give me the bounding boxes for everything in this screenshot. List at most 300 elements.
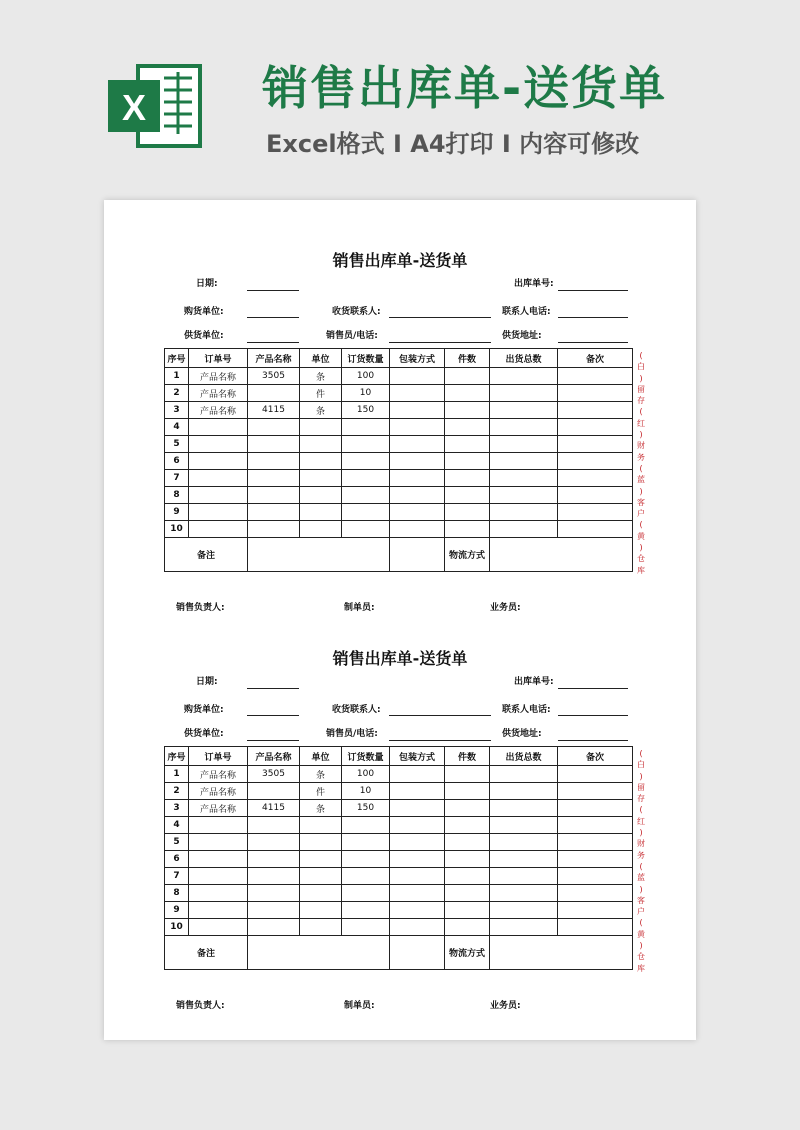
table-cell[interactable] xyxy=(490,504,558,521)
table-row xyxy=(165,521,633,538)
table-cell[interactable] xyxy=(445,453,490,470)
col-header: 包装方式 xyxy=(390,747,445,766)
receiver-label: 收货联系人: xyxy=(332,307,381,317)
table-row xyxy=(165,487,633,504)
side-note-char: ) xyxy=(639,828,643,838)
col-header: 出货总数 xyxy=(490,349,558,368)
table-cell[interactable] xyxy=(342,521,390,538)
side-note-char: 留 xyxy=(637,384,645,394)
out-no-label: 出库单号: xyxy=(514,677,554,687)
side-note-char: ( xyxy=(639,805,643,815)
table-cell[interactable] xyxy=(445,783,490,800)
row-number: 1 xyxy=(165,368,189,385)
remarks-field[interactable] xyxy=(248,538,390,572)
table-cell[interactable]: 产品名称 xyxy=(189,402,248,419)
form-bottom xyxy=(104,598,696,1011)
table-row xyxy=(165,783,633,800)
table-row xyxy=(165,368,633,385)
logistics-field[interactable] xyxy=(490,538,633,572)
table-cell[interactable] xyxy=(390,436,445,453)
table-cell[interactable] xyxy=(189,504,248,521)
table-row xyxy=(165,919,633,936)
date-field[interactable] xyxy=(247,290,299,291)
table-row xyxy=(165,504,633,521)
remarks-spacer[interactable] xyxy=(390,538,445,572)
table-cell[interactable] xyxy=(300,487,342,504)
row-number: 5 xyxy=(165,436,189,453)
table-cell[interactable] xyxy=(300,919,342,936)
table-cell[interactable] xyxy=(558,919,633,936)
table-cell[interactable] xyxy=(300,868,342,885)
table-cell[interactable] xyxy=(189,436,248,453)
side-note-char: ) xyxy=(639,941,643,951)
table-cell[interactable] xyxy=(490,817,558,834)
table-cell[interactable] xyxy=(445,919,490,936)
side-note-char: ) xyxy=(639,373,643,383)
side-note-char: 黄 xyxy=(637,929,645,939)
table-cell[interactable] xyxy=(390,783,445,800)
banner-subtitle: Excel格式 I A4打印 I 内容可修改 xyxy=(266,130,640,158)
table-cell[interactable] xyxy=(390,885,445,902)
phone-label: 联系人电话: xyxy=(502,705,551,715)
receiver-field[interactable] xyxy=(389,317,491,318)
side-note-char: 红 xyxy=(637,816,645,826)
table-cell[interactable] xyxy=(342,817,390,834)
table-cell[interactable] xyxy=(300,504,342,521)
table-cell[interactable] xyxy=(189,885,248,902)
table-cell[interactable] xyxy=(390,817,445,834)
side-note-char: 蓝 xyxy=(637,475,645,485)
side-note-char: 白 xyxy=(637,760,645,770)
table-cell[interactable] xyxy=(342,436,390,453)
table-cell[interactable] xyxy=(390,419,445,436)
table-cell[interactable] xyxy=(248,504,300,521)
table-cell[interactable]: 件 xyxy=(300,783,342,800)
table-row xyxy=(165,470,633,487)
table-cell[interactable] xyxy=(558,368,633,385)
table-cell[interactable] xyxy=(342,834,390,851)
row-number: 2 xyxy=(165,385,189,402)
table-cell[interactable] xyxy=(248,834,300,851)
row-number: 6 xyxy=(165,851,189,868)
table-cell[interactable] xyxy=(248,817,300,834)
table-cell[interactable] xyxy=(445,834,490,851)
out-no-field[interactable] xyxy=(558,688,628,689)
row-number: 4 xyxy=(165,419,189,436)
side-note-char: 客 xyxy=(637,895,645,905)
col-header: 订货数量 xyxy=(342,349,390,368)
table-cell[interactable] xyxy=(490,868,558,885)
order-table xyxy=(164,348,633,572)
side-note-char: 财 xyxy=(637,441,645,451)
table-cell[interactable] xyxy=(558,385,633,402)
table-cell[interactable] xyxy=(342,902,390,919)
side-note-char: 白 xyxy=(637,362,645,372)
phone-field[interactable] xyxy=(558,317,628,318)
table-cell[interactable] xyxy=(248,419,300,436)
table-cell[interactable] xyxy=(558,834,633,851)
table-cell[interactable]: 100 xyxy=(342,766,390,783)
date-label: 日期: xyxy=(196,279,218,289)
table-cell[interactable] xyxy=(248,436,300,453)
row-number: 9 xyxy=(165,902,189,919)
phone-field[interactable] xyxy=(558,715,628,716)
side-note-char: 客 xyxy=(637,497,645,507)
side-note-char: ( xyxy=(639,918,643,928)
side-note-char: 存 xyxy=(637,794,645,804)
table-cell[interactable] xyxy=(390,504,445,521)
out-no-label: 出库单号: xyxy=(514,279,554,289)
table-cell[interactable] xyxy=(342,470,390,487)
table-cell[interactable]: 产品名称 xyxy=(189,766,248,783)
table-cell[interactable] xyxy=(189,868,248,885)
table-cell[interactable] xyxy=(558,817,633,834)
salesman-phone-field[interactable] xyxy=(389,740,491,741)
table-cell[interactable] xyxy=(558,487,633,504)
table-cell[interactable] xyxy=(558,902,633,919)
side-note-char: 留 xyxy=(637,782,645,792)
col-header: 产品名称 xyxy=(248,349,300,368)
table-cell[interactable] xyxy=(248,385,300,402)
supplier-label: 供货单位: xyxy=(184,729,224,739)
table-cell[interactable] xyxy=(445,800,490,817)
copy-distribution-note xyxy=(634,350,648,576)
side-note-char: 财 xyxy=(637,839,645,849)
table-cell[interactable] xyxy=(390,766,445,783)
table-cell[interactable] xyxy=(189,453,248,470)
table-cell[interactable] xyxy=(390,919,445,936)
copy-distribution-note xyxy=(634,748,648,974)
table-cell[interactable] xyxy=(248,521,300,538)
table-cell[interactable] xyxy=(390,487,445,504)
business-label: 业务员: xyxy=(490,603,521,613)
side-note-char: 存 xyxy=(637,396,645,406)
buyer-label: 购货单位: xyxy=(184,705,224,715)
side-note-char: 红 xyxy=(637,418,645,428)
table-cell[interactable] xyxy=(300,902,342,919)
table-cell[interactable] xyxy=(490,419,558,436)
supplier-addr-field[interactable] xyxy=(558,740,628,741)
table-cell[interactable] xyxy=(490,385,558,402)
table-cell[interactable] xyxy=(558,436,633,453)
side-note-char: ( xyxy=(639,407,643,417)
table-cell[interactable] xyxy=(558,868,633,885)
order-table xyxy=(164,746,633,970)
side-note-char: 黄 xyxy=(637,531,645,541)
side-note-char: ( xyxy=(639,463,643,473)
remarks-label: 备注 xyxy=(165,936,248,970)
table-cell[interactable] xyxy=(342,453,390,470)
table-cell[interactable] xyxy=(189,521,248,538)
table-cell[interactable] xyxy=(558,800,633,817)
table-cell[interactable] xyxy=(490,766,558,783)
table-cell[interactable] xyxy=(490,453,558,470)
table-cell[interactable] xyxy=(342,885,390,902)
table-cell[interactable] xyxy=(390,834,445,851)
table-cell[interactable] xyxy=(490,902,558,919)
col-header: 序号 xyxy=(165,747,189,766)
table-row xyxy=(165,453,633,470)
table-cell[interactable] xyxy=(390,800,445,817)
table-cell[interactable] xyxy=(390,470,445,487)
table-cell[interactable] xyxy=(189,817,248,834)
receiver-field[interactable] xyxy=(389,715,491,716)
table-header-row xyxy=(165,747,633,766)
row-number: 3 xyxy=(165,800,189,817)
excel-logo-icon xyxy=(104,56,204,156)
row-number: 3 xyxy=(165,402,189,419)
logo-letter: X xyxy=(121,87,147,128)
table-row xyxy=(165,834,633,851)
table-cell[interactable] xyxy=(558,885,633,902)
table-cell[interactable] xyxy=(445,504,490,521)
table-cell[interactable]: 条 xyxy=(300,368,342,385)
side-note-char: ) xyxy=(639,771,643,781)
table-row xyxy=(165,817,633,834)
table-cell[interactable] xyxy=(490,368,558,385)
remarks-spacer[interactable] xyxy=(390,936,445,970)
table-cell[interactable] xyxy=(189,902,248,919)
table-cell[interactable] xyxy=(558,504,633,521)
table-cell[interactable] xyxy=(445,885,490,902)
col-header: 出货总数 xyxy=(490,747,558,766)
col-header: 订单号 xyxy=(189,747,248,766)
table-cell[interactable] xyxy=(445,487,490,504)
table-cell[interactable] xyxy=(189,851,248,868)
table-cell[interactable] xyxy=(558,402,633,419)
row-number: 1 xyxy=(165,766,189,783)
buyer-label: 购货单位: xyxy=(184,307,224,317)
table-cell[interactable] xyxy=(390,902,445,919)
table-cell[interactable]: 100 xyxy=(342,368,390,385)
form-top xyxy=(104,200,696,613)
table-cell[interactable] xyxy=(445,470,490,487)
col-header: 备次 xyxy=(558,349,633,368)
out-no-field[interactable] xyxy=(558,290,628,291)
table-cell[interactable] xyxy=(490,851,558,868)
table-cell[interactable] xyxy=(445,385,490,402)
row-number: 8 xyxy=(165,885,189,902)
table-cell[interactable] xyxy=(189,919,248,936)
col-header: 单位 xyxy=(300,747,342,766)
col-header: 件数 xyxy=(445,349,490,368)
table-cell[interactable] xyxy=(390,453,445,470)
phone-label: 联系人电话: xyxy=(502,307,551,317)
table-cell[interactable] xyxy=(300,436,342,453)
logistics-field[interactable] xyxy=(490,936,633,970)
table-row xyxy=(165,766,633,783)
table-cell[interactable] xyxy=(445,902,490,919)
table-cell[interactable] xyxy=(300,885,342,902)
table-cell[interactable] xyxy=(189,834,248,851)
table-cell[interactable] xyxy=(390,385,445,402)
table-cell[interactable]: 10 xyxy=(342,783,390,800)
row-number: 2 xyxy=(165,783,189,800)
table-cell[interactable] xyxy=(490,919,558,936)
supplier-field[interactable] xyxy=(247,342,299,343)
salesman-phone-label: 销售员/电话: xyxy=(326,729,378,739)
table-cell[interactable] xyxy=(342,504,390,521)
table-row xyxy=(165,800,633,817)
supplier-field[interactable] xyxy=(247,740,299,741)
receiver-label: 收货联系人: xyxy=(332,705,381,715)
table-cell[interactable] xyxy=(248,783,300,800)
table-cell[interactable] xyxy=(445,402,490,419)
table-cell[interactable] xyxy=(390,368,445,385)
table-cell[interactable] xyxy=(342,419,390,436)
table-cell[interactable] xyxy=(300,453,342,470)
table-cell[interactable] xyxy=(490,800,558,817)
table-cell[interactable] xyxy=(445,817,490,834)
side-note-char: ) xyxy=(639,430,643,440)
table-cell[interactable] xyxy=(558,783,633,800)
table-cell[interactable]: 条 xyxy=(300,766,342,783)
table-cell[interactable] xyxy=(248,453,300,470)
supplier-addr-label: 供货地址: xyxy=(502,331,542,341)
table-row xyxy=(165,436,633,453)
table-cell[interactable] xyxy=(558,453,633,470)
table-cell[interactable] xyxy=(342,487,390,504)
table-cell[interactable] xyxy=(558,851,633,868)
row-number: 6 xyxy=(165,453,189,470)
table-header-row xyxy=(165,349,633,368)
salesman-phone-label: 销售员/电话: xyxy=(326,331,378,341)
table-cell[interactable] xyxy=(300,851,342,868)
side-note-char: 务 xyxy=(637,850,645,860)
table-cell[interactable] xyxy=(300,817,342,834)
table-row xyxy=(165,851,633,868)
side-note-char: ) xyxy=(639,884,643,894)
supplier-label: 供货单位: xyxy=(184,331,224,341)
salesman-phone-field[interactable] xyxy=(389,342,491,343)
row-number: 7 xyxy=(165,868,189,885)
side-note-char: 户 xyxy=(637,509,645,519)
table-cell[interactable] xyxy=(490,834,558,851)
side-note-char: 库 xyxy=(637,565,645,575)
table-cell[interactable] xyxy=(490,885,558,902)
buyer-field[interactable] xyxy=(247,317,299,318)
table-cell[interactable] xyxy=(248,868,300,885)
side-note-char: ( xyxy=(639,351,643,360)
form-title: 销售出库单-送货单 xyxy=(332,649,468,668)
table-cell[interactable] xyxy=(342,851,390,868)
table-cell[interactable] xyxy=(189,487,248,504)
logistics-label: 物流方式 xyxy=(445,538,490,572)
table-cell[interactable] xyxy=(490,487,558,504)
table-cell[interactable]: 3505 xyxy=(248,368,300,385)
buyer-field[interactable] xyxy=(247,715,299,716)
table-cell[interactable] xyxy=(390,851,445,868)
table-cell[interactable]: 150 xyxy=(342,800,390,817)
side-note-char: 库 xyxy=(637,963,645,973)
table-cell[interactable]: 150 xyxy=(342,402,390,419)
col-header: 序号 xyxy=(165,349,189,368)
side-note-char: ( xyxy=(639,861,643,871)
table-cell[interactable]: 4115 xyxy=(248,800,300,817)
remarks-row xyxy=(165,538,633,572)
table-cell[interactable] xyxy=(558,419,633,436)
row-number: 4 xyxy=(165,817,189,834)
col-header: 备次 xyxy=(558,747,633,766)
table-cell[interactable] xyxy=(300,521,342,538)
table-cell[interactable] xyxy=(189,419,248,436)
table-cell[interactable] xyxy=(445,868,490,885)
table-cell[interactable]: 3505 xyxy=(248,766,300,783)
table-cell[interactable] xyxy=(390,521,445,538)
table-cell[interactable] xyxy=(558,470,633,487)
side-note-char: ) xyxy=(639,486,643,496)
logistics-label: 物流方式 xyxy=(445,936,490,970)
banner-title: 销售出库单-送货单 xyxy=(262,61,668,115)
table-cell[interactable] xyxy=(445,419,490,436)
header xyxy=(0,0,800,185)
row-number: 9 xyxy=(165,504,189,521)
table-cell[interactable] xyxy=(445,436,490,453)
table-cell[interactable] xyxy=(445,368,490,385)
supplier-addr-field[interactable] xyxy=(558,342,628,343)
col-header: 件数 xyxy=(445,747,490,766)
row-number: 7 xyxy=(165,470,189,487)
remarks-field[interactable] xyxy=(248,936,390,970)
table-cell[interactable]: 条 xyxy=(300,800,342,817)
table-cell[interactable] xyxy=(445,851,490,868)
table-row xyxy=(165,868,633,885)
table-cell[interactable]: 4115 xyxy=(248,402,300,419)
table-cell[interactable] xyxy=(390,402,445,419)
col-header: 订货数量 xyxy=(342,747,390,766)
table-cell[interactable] xyxy=(300,470,342,487)
table-cell[interactable] xyxy=(490,783,558,800)
table-cell[interactable]: 件 xyxy=(300,385,342,402)
table-cell[interactable] xyxy=(445,766,490,783)
table-cell[interactable] xyxy=(300,834,342,851)
sales-manager-label: 销售负责人: xyxy=(176,1001,225,1011)
table-cell[interactable] xyxy=(248,487,300,504)
table-cell[interactable] xyxy=(490,402,558,419)
table-cell[interactable] xyxy=(342,919,390,936)
table-cell[interactable] xyxy=(445,521,490,538)
side-note-char: 务 xyxy=(637,452,645,462)
table-cell[interactable] xyxy=(248,902,300,919)
table-cell[interactable] xyxy=(390,868,445,885)
table-cell[interactable] xyxy=(558,521,633,538)
table-cell[interactable]: 产品名称 xyxy=(189,783,248,800)
table-cell[interactable] xyxy=(558,766,633,783)
table-row xyxy=(165,902,633,919)
table-cell[interactable] xyxy=(248,885,300,902)
col-header: 产品名称 xyxy=(248,747,300,766)
table-cell[interactable] xyxy=(248,851,300,868)
table-cell[interactable]: 10 xyxy=(342,385,390,402)
table-cell[interactable] xyxy=(248,470,300,487)
table-cell[interactable] xyxy=(342,868,390,885)
table-cell[interactable] xyxy=(490,470,558,487)
table-cell[interactable] xyxy=(189,470,248,487)
table-cell[interactable]: 产品名称 xyxy=(189,800,248,817)
table-cell[interactable] xyxy=(490,436,558,453)
business-label: 业务员: xyxy=(490,1001,521,1011)
table-cell[interactable]: 产品名称 xyxy=(189,368,248,385)
date-field[interactable] xyxy=(247,688,299,689)
table-cell[interactable]: 产品名称 xyxy=(189,385,248,402)
table-cell[interactable]: 条 xyxy=(300,402,342,419)
table-cell[interactable] xyxy=(300,419,342,436)
col-header: 订单号 xyxy=(189,349,248,368)
table-cell[interactable] xyxy=(248,919,300,936)
col-header: 单位 xyxy=(300,349,342,368)
row-number: 10 xyxy=(165,919,189,936)
table-cell[interactable] xyxy=(490,521,558,538)
